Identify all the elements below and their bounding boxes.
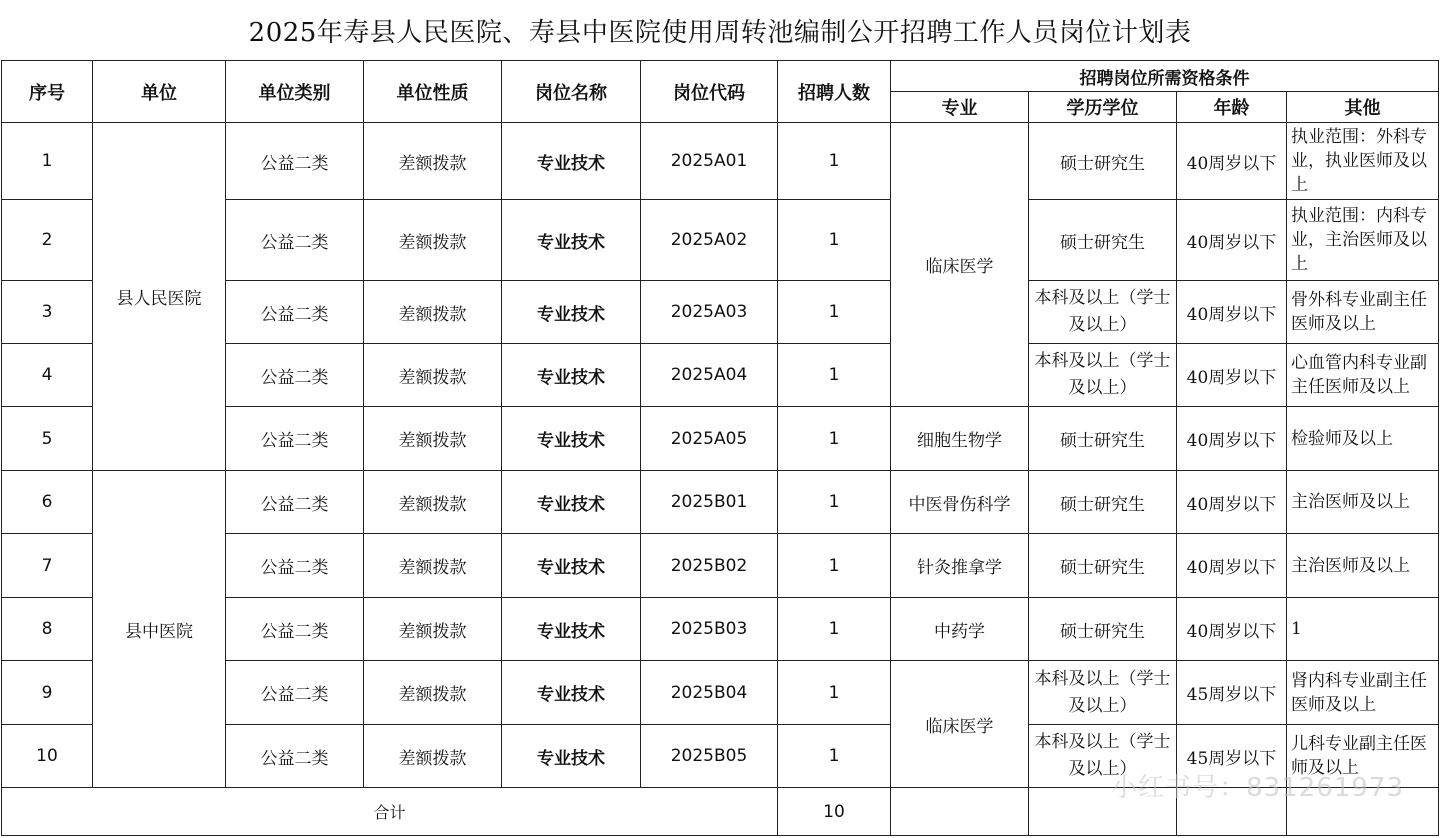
cell-post-name: 专业技术 [502,471,641,534]
cell-seq: 10 [2,725,93,788]
cell-education: 硕士研究生 [1029,534,1177,598]
page-title: 2025年寿县人民医院、寿县中医院使用周转池编制公开招聘工作人员岗位计划表 [248,17,1192,48]
cell-unit-type: 公益二类 [226,598,364,661]
cell-unit-type: 公益二类 [226,661,364,725]
cell-other [1287,661,1439,725]
cell-seq: 2 [2,200,93,281]
cell-education: 本科及以上（学士及以上） [1029,344,1177,407]
header-hire-count: 招聘人数 [778,61,891,123]
cell-post-code: 2025A03 [641,281,778,344]
cell-unit-nature: 差额拨款 [364,534,502,598]
header-unit-nature: 单位性质 [364,61,502,123]
header-unit: 单位 [93,61,226,123]
header-other: 其他 [1287,92,1439,123]
cell-other [1287,598,1439,661]
cell-post-name: 专业技术 [502,123,641,200]
cell-other [1287,471,1439,534]
total-count: 10 [778,788,891,836]
cell-post-code: 2025A05 [641,407,778,471]
cell-hire-count: 1 [778,598,891,661]
cell-other [1287,281,1439,344]
cell-unit-nature: 差额拨款 [364,471,502,534]
cell-unit-type: 公益二类 [226,407,364,471]
cell-unit-nature: 差额拨款 [364,200,502,281]
cell-unit-nature: 差额拨款 [364,661,502,725]
cell-unit-type: 公益二类 [226,200,364,281]
cell-seq: 6 [2,471,93,534]
cell-unit-type: 公益二类 [226,471,364,534]
cell-post-name: 专业技术 [502,200,641,281]
cell-other [1287,123,1439,200]
cell-hire-count: 1 [778,281,891,344]
cell-unit-nature: 差额拨款 [364,281,502,344]
cell-other [1287,344,1439,407]
cell-unit-nature: 差额拨款 [364,407,502,471]
total-empty-cell [891,788,1029,836]
cell-age: 40周岁以下 [1177,598,1287,661]
cell-education: 硕士研究生 [1029,598,1177,661]
cell-education: 本科及以上（学士及以上） [1029,281,1177,344]
watermark: 小红书号：831261973 [1111,773,1404,803]
cell-post-code: 2025B01 [641,471,778,534]
cell-post-code: 2025B04 [641,661,778,725]
cell-unit-type: 公益二类 [226,344,364,407]
cell-education: 硕士研究生 [1029,200,1177,281]
other-text: 肾内科专业副主任医师及以上 [1291,670,1427,715]
other-text: 执业范围：内科专业，主治医师及以上 [1291,206,1427,274]
cell-education: 硕士研究生 [1029,407,1177,471]
cell-unit: 县中医院 [93,471,226,788]
cell-major: 针灸推拿学 [891,534,1029,598]
cell-unit-nature: 差额拨款 [364,725,502,788]
cell-post-code: 2025A04 [641,344,778,407]
header-major: 专业 [891,92,1029,123]
cell-seq: 9 [2,661,93,725]
cell-unit-type: 公益二类 [226,123,364,200]
cell-age: 45周岁以下 [1177,725,1287,788]
cell-post-name: 专业技术 [502,281,641,344]
cell-post-name: 专业技术 [502,344,641,407]
other-text: 检验师及以上 [1291,428,1393,449]
cell-hire-count: 1 [778,200,891,281]
table-row [2,123,1439,200]
table-row [2,471,1439,534]
cell-age: 40周岁以下 [1177,281,1287,344]
other-text: 骨外科专业副主任医师及以上 [1291,290,1427,334]
cell-seq: 7 [2,534,93,598]
cell-unit-nature: 差额拨款 [364,344,502,407]
cell-education: 硕士研究生 [1029,471,1177,534]
cell-unit-nature: 差额拨款 [364,598,502,661]
other-text: 主治医师及以上 [1291,492,1410,512]
cell-hire-count: 1 [778,123,891,200]
header-post-name: 岗位名称 [502,61,641,123]
cell-seq: 5 [2,407,93,471]
cell-major: 中药学 [891,598,1029,661]
cell-post-code: 2025B05 [641,725,778,788]
cell-age: 40周岁以下 [1177,534,1287,598]
cell-hire-count: 1 [778,534,891,598]
cell-education: 硕士研究生 [1029,123,1177,200]
cell-unit-type: 公益二类 [226,281,364,344]
cell-post-name: 专业技术 [502,725,641,788]
cell-major: 中医骨伤科学 [891,471,1029,534]
cell-other [1287,200,1439,281]
header-seq: 序号 [2,61,93,123]
cell-seq: 8 [2,598,93,661]
cell-post-name: 专业技术 [502,661,641,725]
cell-unit-type: 公益二类 [226,725,364,788]
header-education: 学历学位 [1029,92,1177,123]
cell-major: 细胞生物学 [891,407,1029,471]
header-unit-type: 单位类别 [226,61,364,123]
cell-post-code: 2025A02 [641,200,778,281]
cell-post-code: 2025B02 [641,534,778,598]
cell-age: 40周岁以下 [1177,200,1287,281]
cell-unit-type: 公益二类 [226,534,364,598]
cell-unit: 县人民医院 [93,123,226,471]
cell-age: 45周岁以下 [1177,661,1287,725]
cell-hire-count: 1 [778,344,891,407]
cell-seq: 1 [2,123,93,200]
cell-major: 临床医学 [891,123,1029,407]
other-text: 1 [1291,619,1302,639]
cell-hire-count: 1 [778,725,891,788]
cell-age: 40周岁以下 [1177,471,1287,534]
other-text: 心血管内科专业副主任医师及以上 [1291,353,1427,397]
recruitment-plan-table [1,60,1439,836]
cell-major: 临床医学 [891,661,1029,788]
cell-post-name: 专业技术 [502,407,641,471]
header-post-code: 岗位代码 [641,61,778,123]
cell-seq: 4 [2,344,93,407]
cell-hire-count: 1 [778,471,891,534]
cell-age: 40周岁以下 [1177,123,1287,200]
other-text: 主治医师及以上 [1291,555,1410,576]
cell-post-name: 专业技术 [502,598,641,661]
cell-unit-nature: 差额拨款 [364,123,502,200]
cell-age: 40周岁以下 [1177,344,1287,407]
cell-other [1287,534,1439,598]
header-age: 年龄 [1177,92,1287,123]
cell-education: 本科及以上（学士及以上） [1029,661,1177,725]
header-conditions: 招聘岗位所需资格条件 [891,61,1439,92]
other-text: 执业范围：外科专业，执业医师及以上 [1291,127,1427,195]
cell-post-code: 2025A01 [641,123,778,200]
other-text: 儿科专业副主任医师及以上 [1291,734,1427,778]
cell-hire-count: 1 [778,661,891,725]
cell-other [1287,407,1439,471]
cell-hire-count: 1 [778,407,891,471]
cell-post-name: 专业技术 [502,534,641,598]
cell-age: 40周岁以下 [1177,407,1287,471]
cell-seq: 3 [2,281,93,344]
cell-post-code: 2025B03 [641,598,778,661]
total-label: 合计 [2,788,778,836]
cell-education: 本科及以上（学士及以上） [1029,725,1177,788]
